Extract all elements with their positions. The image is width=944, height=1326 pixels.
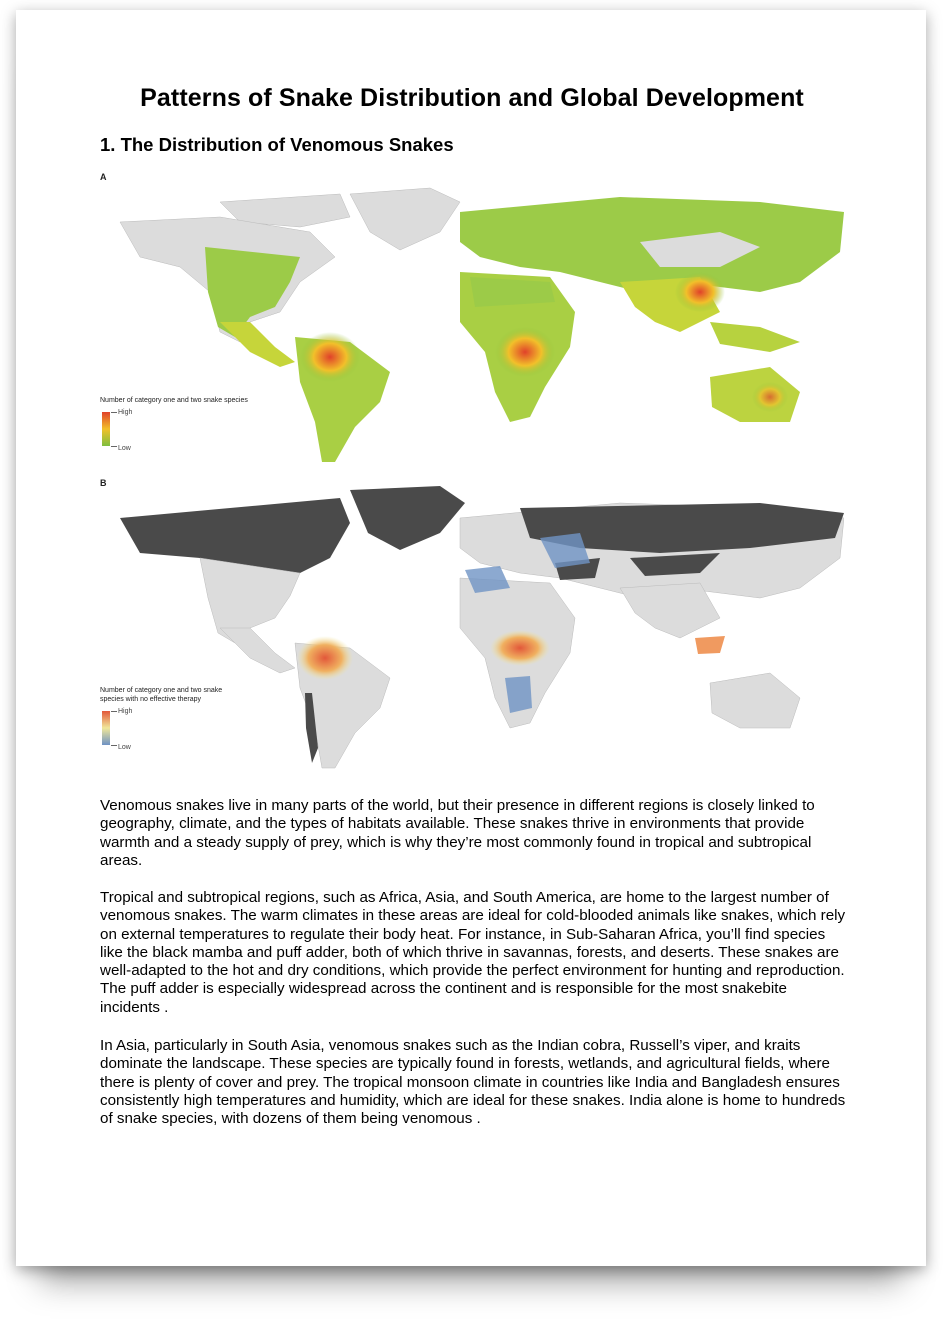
legend-high-b: High [118, 708, 133, 715]
legend-title-a: Number of category one and two snake species [100, 397, 248, 404]
paragraph-3: In Asia, particularly in South Asia, venomous snakes such as the Indian cobra, Russell’s viper, and kraits dominate the landscape. These species are typically found in forests, wetlands, and agricultural fields, where there is plenty of cover and prey. The tropical monsoon climate in countries like India and Bangladesh ensures consistently high temperatures and humidity, which are ideal for these snakes. India alone is home to hundreds of snake species, with dozens of them being venomous . [100, 1037, 846, 1128]
legend-tick-high-b [111, 711, 117, 712]
mexico-b [220, 628, 295, 673]
legend-tick-low-a [111, 446, 117, 447]
legend-title-b: Number of category one and two snake species with no effective therapy [100, 687, 223, 703]
legend-gradient-a [102, 412, 110, 446]
greenland-a [350, 188, 460, 250]
map-panel-a [100, 172, 844, 468]
panel-letter-b: B [100, 478, 107, 488]
australia-b [710, 673, 800, 728]
greenland-b [350, 486, 465, 550]
legend-gradient-b [102, 711, 110, 745]
legend-scale-b [100, 708, 230, 750]
amazon-hotspot-b [297, 636, 353, 680]
map-panel-b [100, 478, 844, 772]
se-asia-hotspot-a [675, 272, 725, 312]
mexico-a [220, 322, 295, 367]
africa-hotspot-a [495, 327, 555, 377]
se-asia-orange-b [695, 636, 725, 654]
legend-low-b: Low [118, 744, 131, 751]
se-asia-islands-a [710, 322, 800, 352]
legend-low-a: Low [118, 445, 131, 452]
legend-tick-low-b [111, 745, 117, 746]
legend-scale-a [100, 409, 250, 451]
paragraph-2: Tropical and subtropical regions, such as Africa, Asia, and South America, are home to the largest number of venomous snakes. The warm climates in these areas are ideal for cold-blooded animals like snakes, which rely on external temperatures to regulate their body heat. For instance, in Sub-Saharan Africa, you’ll find species like the black mamba and puff adder, both of which thrive in savannas, forests, and deserts. These snakes are well-adapted to the hot and dry conditions, which provide the perfect environment for hunting and reproduction. The puff adder is especially widespread across the continent and is responsible for the most snakebite incidents . [100, 889, 846, 1016]
paragraph-1: Venomous snakes live in many parts of the world, but their presence in different regions is closely linked to geography, climate, and the types of habitats available. These snakes thrive in environments that provide warmth and a steady supply of prey, which is why they’re most commonly found in tropical and subtropical areas. [100, 797, 815, 869]
canada-b [120, 498, 350, 573]
panel-letter-a: A [100, 172, 107, 182]
africa-hotspot-b [490, 630, 550, 666]
legend-b [100, 686, 230, 750]
amazon-hotspot-a [300, 332, 360, 382]
legend-a [100, 396, 250, 451]
page-title: Patterns of Snake Distribution and Global Development [140, 84, 804, 112]
australia-hotspot-a [752, 382, 788, 412]
section-heading: 1. The Distribution of Venomous Snakes [100, 134, 454, 155]
legend-high-a: High [118, 409, 133, 416]
legend-tick-high-a [111, 412, 117, 413]
south-asia-b [620, 583, 720, 638]
